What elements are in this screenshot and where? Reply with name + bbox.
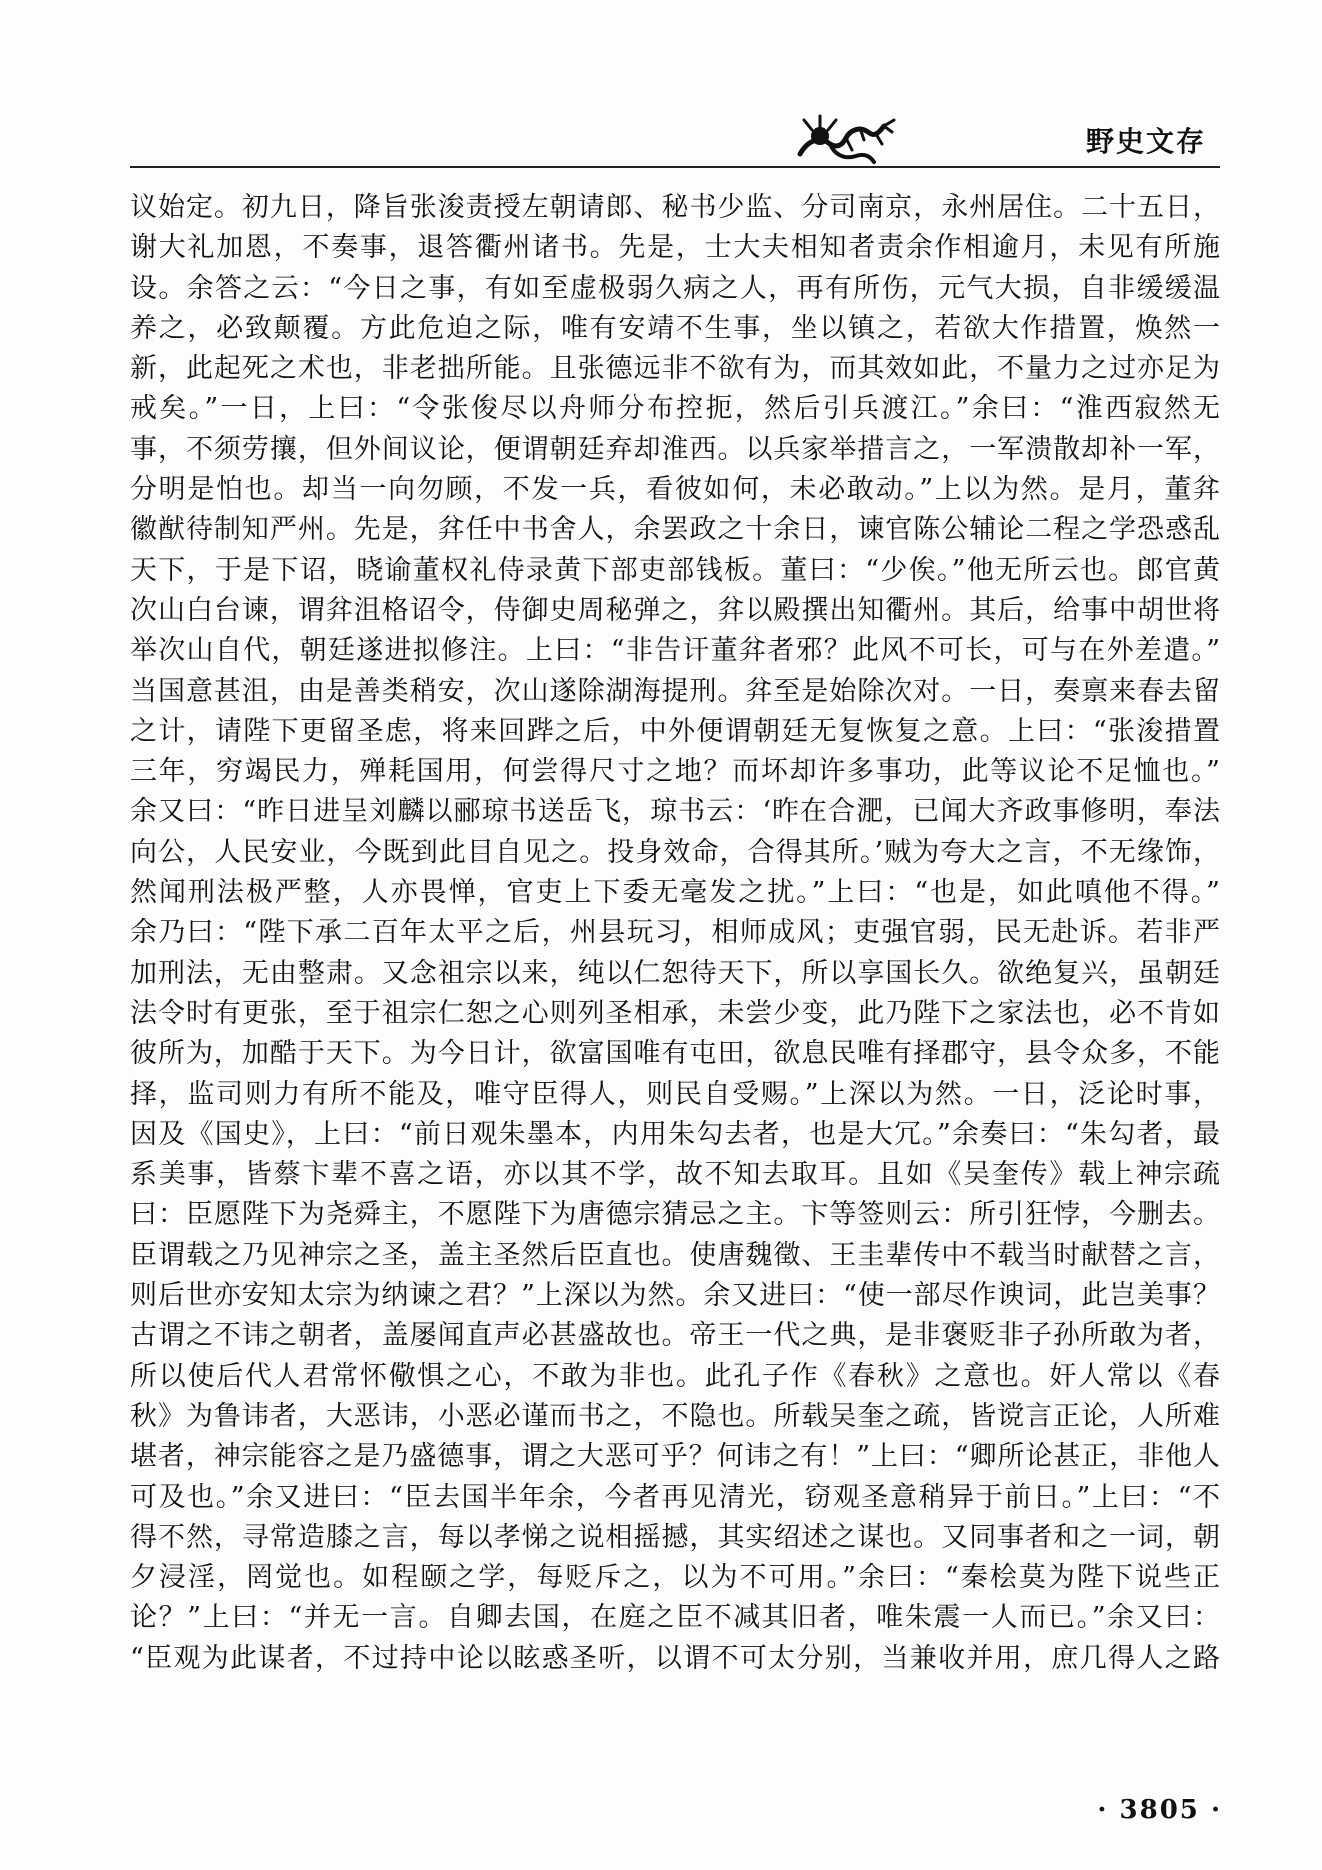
text-line: 曰：臣愿陛下为尧舜主，不愿陛下为唐德宗猜忌之主。卞等签则云：所引狂悖，今删去。 bbox=[130, 1199, 1220, 1231]
page-number: · 3805 · bbox=[1097, 1795, 1222, 1825]
text-line: 余乃曰：“陛下承二百年太平之后，州县玩习，相师成风；吏强官弱，民无赴诉。若非严 bbox=[130, 917, 1220, 949]
dragon-emblem-icon bbox=[790, 110, 900, 170]
text-line: 然闻刑法极严整，人亦畏惮，官吏上下委无毫发之扰。”上曰：“也是，如此嗔他不得。” bbox=[130, 877, 1220, 909]
text-line: 加刑法，无由整肃。又念祖宗以来，纯以仁恕待天下，所以享国长久。欲绝复兴，虽朝廷 bbox=[130, 957, 1220, 989]
text-line: 事，不须劳攘，但外间议论，便谓朝廷弃却淮西。以兵家举措言之，一军溃散却补一军， bbox=[130, 433, 1220, 465]
text-line: 天下，于是下诏，晓谕董权礼侍录黄下部吏部钱板。董曰：“少俟。”他无所云也。郎官黄 bbox=[130, 554, 1220, 586]
text-line: 分明是怕也。却当一向勿顾，不发一兵，看彼如何，未必敢动。”上以为然。是月，董弅 bbox=[130, 474, 1220, 506]
text-line: 彼所为，加酷于天下。为今日计，欲富国唯有屯田，欲息民唯有择郡守，县令众多，不能 bbox=[130, 1038, 1220, 1070]
text-line: 养之，必致颠覆。方此危迫之际，唯有安靖不生事，坐以镇之，若欲大作措置，焕然一 bbox=[130, 312, 1220, 344]
text-line: 向公，人民安业，今既到此目自见之。投身效命，合得其所。’贼为夸大之言，不无缘饰， bbox=[130, 836, 1220, 868]
text-line: 新，此起死之术也，非老拙所能。且张德远非不欲有为，而其效如此，不量力之过亦足为 bbox=[130, 353, 1220, 385]
body-text bbox=[130, 188, 1220, 1778]
text-line: 系美事，皆蔡卞辈不喜之语，亦以其不学，故不知去取耳。且如《吴奎传》载上神宗疏 bbox=[130, 1159, 1220, 1191]
text-line: 议始定。初九日，降旨张浚责授左朝请郎、秘书少监、分司南京，永州居住。二十五日， bbox=[130, 192, 1220, 223]
text-line: 所以使后代人君常怀儆惧之心，不敢为非也。此孔子作《春秋》之意也。奸人常以《春 bbox=[130, 1360, 1220, 1392]
text-line: 设。余答之云：“今日之事，有如至虚极弱久病之人，再有所伤，元气大损，自非缓缓温 bbox=[130, 272, 1220, 304]
text-line: 得不然，寻常造膝之言，每以孝悌之说相摇撼，其实绍述之谋也。又同事者和之一词，朝 bbox=[130, 1521, 1220, 1553]
text-line: 谢大礼加恩，不奏事，退答衢州诸书。先是，士大夫相知者责余作相逾月，未见有所施 bbox=[130, 232, 1220, 264]
header-divider bbox=[130, 166, 1220, 168]
text-line: 秋》为鲁讳者，大恶讳，小恶必谨而书之，不隐也。所载吴奎之疏，皆谠言正论，人所难 bbox=[130, 1400, 1220, 1432]
text-line: 之计，请陛下更留圣虑，将来回跸之后，中外便谓朝廷无复恢复之意。上曰：“张浚措置 bbox=[130, 715, 1220, 747]
text-line: 堪者，神宗能容之是乃盛德事，谓之大恶可乎？何讳之有！”上曰：“卿所论甚正，非他人 bbox=[130, 1441, 1220, 1473]
text-line: 举次山自代，朝廷遂进拟修注。上曰：“非告讦董弅者邪？此风不可长，可与在外差遣。” bbox=[130, 635, 1220, 667]
text-line: 可及也。”余又进曰：“臣去国半年余，今者再见清光，窃观圣意稍异于前日。”上曰：“不 bbox=[130, 1481, 1220, 1513]
text-line: 当国意甚沮，由是善类稍安，次山遂除湖海提刑。弅至是始除次对。一日，奏禀来春去留 bbox=[130, 675, 1220, 707]
text-line: 次山白台谏，谓弅沮格诏令，侍御史周秘弹之，弅以殿撰出知衢州。其后，给事中胡世将 bbox=[130, 594, 1220, 626]
text-line: 三年，穷竭民力，殚耗国用，何尝得尺寸之地？而坏却许多事功，此等议论不足恤也。” bbox=[130, 756, 1220, 788]
text-line: 因及《国史》，上曰：“前日观朱墨本，内用朱勾去者，也是大冗。”余奏曰：“朱勾者，最 bbox=[130, 1118, 1220, 1150]
text-line: 则后世亦安知太宗为纳谏之君？”上深以为然。余又进曰：“使一部尽作谀词，此岂美事？ bbox=[130, 1280, 1220, 1312]
text-line: “臣观为此谋者，不过持中论以眩惑圣听，以谓不可太分别，当兼收并用，庶几得人之路 bbox=[130, 1642, 1220, 1674]
text-line: 古谓之不讳之朝者，盖屡闻直声必甚盛故也。帝王一代之典，是非褒贬非子孙所敢为者， bbox=[130, 1320, 1220, 1352]
text-line: 徽猷待制知严州。先是，弅任中书舍人，余罢政之十余日，谏官陈公辅论二程之学恐惑乱 bbox=[130, 514, 1220, 546]
text-line: 论？”上曰：“并无一言。自卿去国，在庭之臣不减其旧者，唯朱震一人而已。”余又曰： bbox=[130, 1602, 1220, 1634]
text-line: 余又曰：“昨日进呈刘麟以郦琼书送岳飞，琼书云：‘昨在合淝，已闻大齐政事修明，奉法 bbox=[130, 796, 1220, 828]
text-line: 臣谓载之乃见神宗之圣，盖主圣然后臣直也。使唐魏徵、王圭辈传中不载当时献替之言， bbox=[130, 1239, 1220, 1271]
header-title: 野史文存 bbox=[1085, 125, 1206, 158]
text-line: 戒矣。”一日，上曰：“令张俊尽以舟师分布控扼，然后引兵渡江。”余曰：“淮西寂然无 bbox=[130, 393, 1220, 425]
text-line: 夕浸淫，罔觉也。如程颐之学，每贬斥之，以为不可用。”余曰：“秦桧莫为陛下说些正 bbox=[130, 1562, 1220, 1594]
running-header bbox=[130, 110, 1220, 170]
text-line: 择，监司则力有所不能及，唯守臣得人，则民自受赐。”上深以为然。一日，泛论时事， bbox=[130, 1078, 1220, 1110]
text-line: 法令时有更张，至于祖宗仁恕之心则列圣相承，未尝少变，此乃陛下之家法也，必不肯如 bbox=[130, 997, 1220, 1029]
